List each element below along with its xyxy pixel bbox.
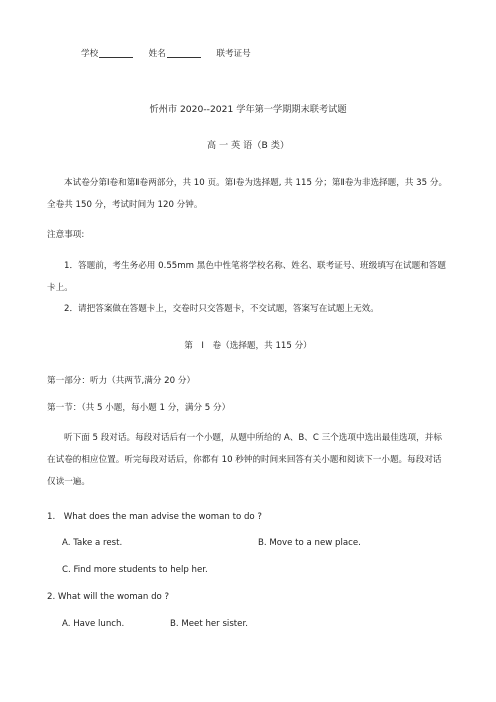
notice-item: 1．答题前，考生务必用 0.55mm 黑色中性笔将学校名称、姓名、联考证号、班级填写在试题和答题卡上。: [47, 261, 446, 293]
school-blank: [99, 47, 133, 58]
notice-title: 注意事项:: [47, 230, 85, 240]
exam-subtitle: 高 一 英 语（B 类）: [206, 140, 290, 151]
question-option: B. Meet her sister.: [170, 619, 248, 629]
intro-paragraph: 本试卷分第Ⅰ卷和第Ⅱ卷两部分，共 10 页。第Ⅰ卷为选择题, 共 115 分；第Ⅱ卷为非选择题，共 35 分。全卷共 150 分，考试时间为 120 分钟。: [47, 178, 448, 210]
exam-number-label: 联考证号: [216, 49, 251, 59]
name-label: 姓名: [148, 49, 166, 59]
notice-item: 2．请把答案做在答题卡上，交卷时只交答题卡，不交试题，答案写在试题上无效。: [64, 304, 379, 314]
exam-title: 忻州市 2020--2021 学年第一学期期末联考试题: [149, 104, 347, 115]
name-blank: [167, 47, 201, 58]
question-option: A. Take a rest.: [62, 538, 123, 548]
section-title: 第 Ⅰ 卷（选择题，共 115 分）: [184, 341, 312, 351]
school-label: 学校: [81, 49, 99, 59]
question-option: C. Find more students to help her.: [62, 565, 208, 575]
part-heading: 第一部分：听力（共两节,满分 20 分）: [47, 376, 196, 386]
question-stem: 2. What will the woman do ?: [47, 592, 170, 602]
section-heading: 第一节：（共 5 小题，每小题 1 分，满分 5 分）: [47, 403, 231, 413]
question-option: B. Move to a new place.: [258, 538, 361, 548]
question-option: A. Have lunch.: [62, 619, 125, 629]
header-fields: [81, 47, 251, 60]
listening-instructions: 听下面 5 段对话。每段对话后有一个小题，从题中所给的 A、B、C 三个选项中选出最佳选项，并标在试卷的相应位置。听完每段对话后，你都有 10 秒钟的时间来回答有关小题和阅读下一小题。每段对话仅读一遍。: [47, 433, 442, 487]
question-stem: 1. What does the man advise the woman to do ?: [47, 512, 262, 522]
